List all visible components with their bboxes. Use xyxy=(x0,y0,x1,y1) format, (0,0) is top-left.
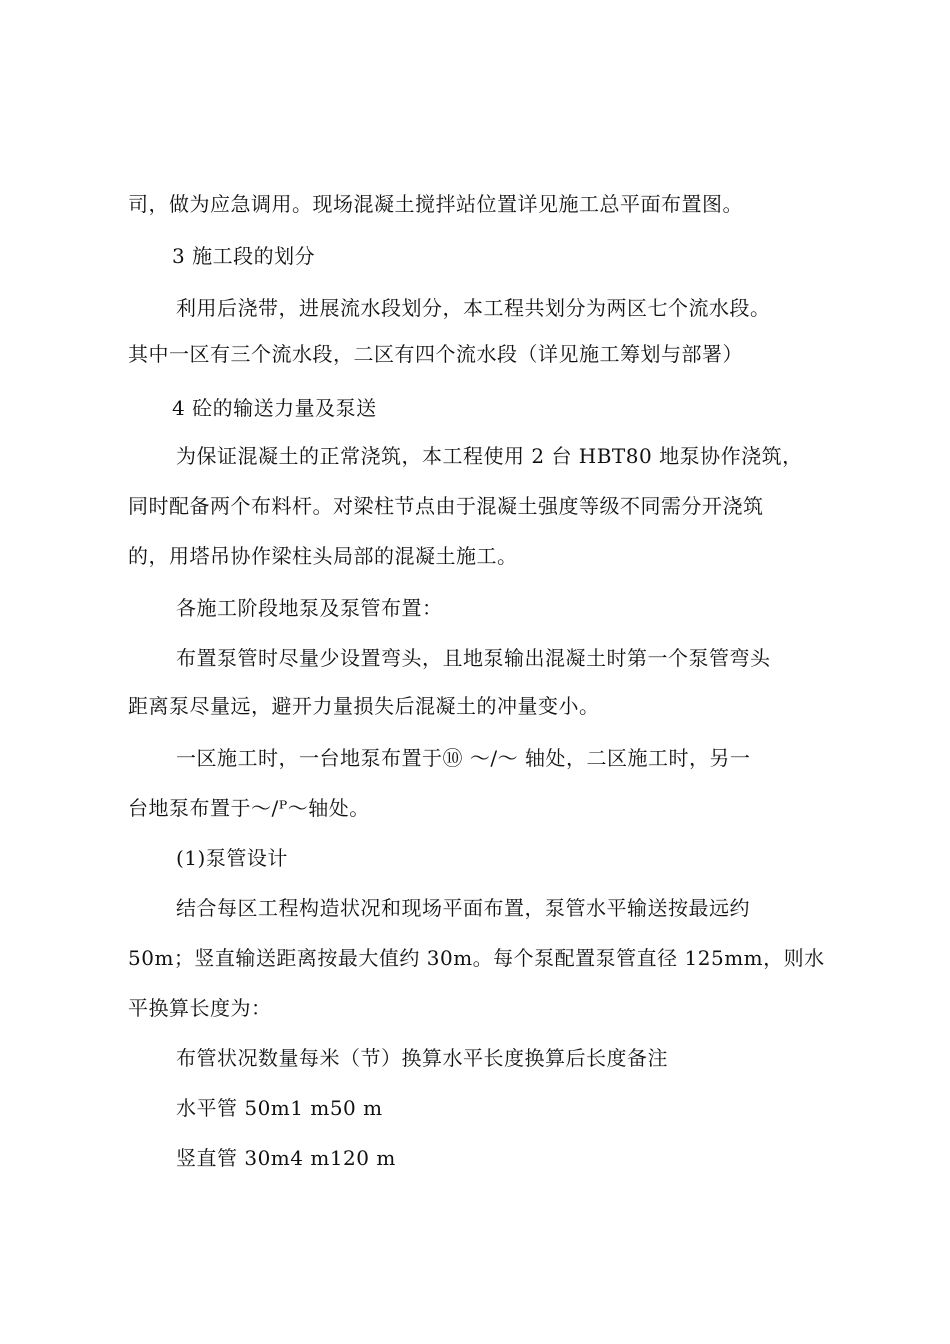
text-line-9: 各施工阶段地泵及泵管布置： xyxy=(176,596,443,620)
text-line-11: 距离泵尽量远，避开力量损失后混凝土的冲量变小。 xyxy=(128,694,600,718)
table-header-line: 布管状况数量每米（节）换算水平长度换算后长度备注 xyxy=(176,1046,668,1070)
text-line-13: 台地泵布置于～/ᴾ～轴处。 xyxy=(128,796,370,820)
text-line-3: 利用后浇带，进展流水段划分，本工程共划分为两区七个流水段。 xyxy=(176,296,771,320)
text-line-1: 司，做为应急调用。现场混凝土搅拌站位置详见施工总平面布置图。 xyxy=(128,192,743,216)
text-line-16: 50m；竖直输送距离按最大值约 30m。每个泵配置泵管直径 125mm，则水 xyxy=(128,946,825,970)
heading-4: 4 砼的输送力量及泵送 xyxy=(172,396,377,420)
text-line-6: 为保证混凝土的正常浇筑，本工程使用 2 台 HBT80 地泵协作浇筑， xyxy=(176,444,803,468)
table-row-vertical: 竖直管 30m4 m120 m xyxy=(176,1146,396,1170)
text-line-4: 其中一区有三个流水段，二区有四个流水段（详见施工筹划与部署） xyxy=(128,342,743,366)
text-line-10: 布置泵管时尽量少设置弯头，且地泵输出混凝土时第一个泵管弯头 xyxy=(176,646,771,670)
heading-3: 3 施工段的划分 xyxy=(172,244,316,268)
text-line-8: 的，用塔吊协作梁柱头局部的混凝土施工。 xyxy=(128,544,518,568)
heading-1: (1)泵管设计 xyxy=(176,846,288,870)
text-line-15: 结合每区工程构造状况和现场平面布置，泵管水平输送按最远约 xyxy=(176,896,750,920)
text-line-7: 同时配备两个布料杆。对梁柱节点由于混凝土强度等级不同需分开浇筑 xyxy=(128,494,764,518)
text-line-17: 平换算长度为： xyxy=(128,996,272,1020)
text-line-12: 一区施工时，一台地泵布置于⑩ ～/～ 轴处，二区施工时，另一 xyxy=(176,746,751,770)
table-row-horizontal: 水平管 50m1 m50 m xyxy=(176,1096,383,1120)
